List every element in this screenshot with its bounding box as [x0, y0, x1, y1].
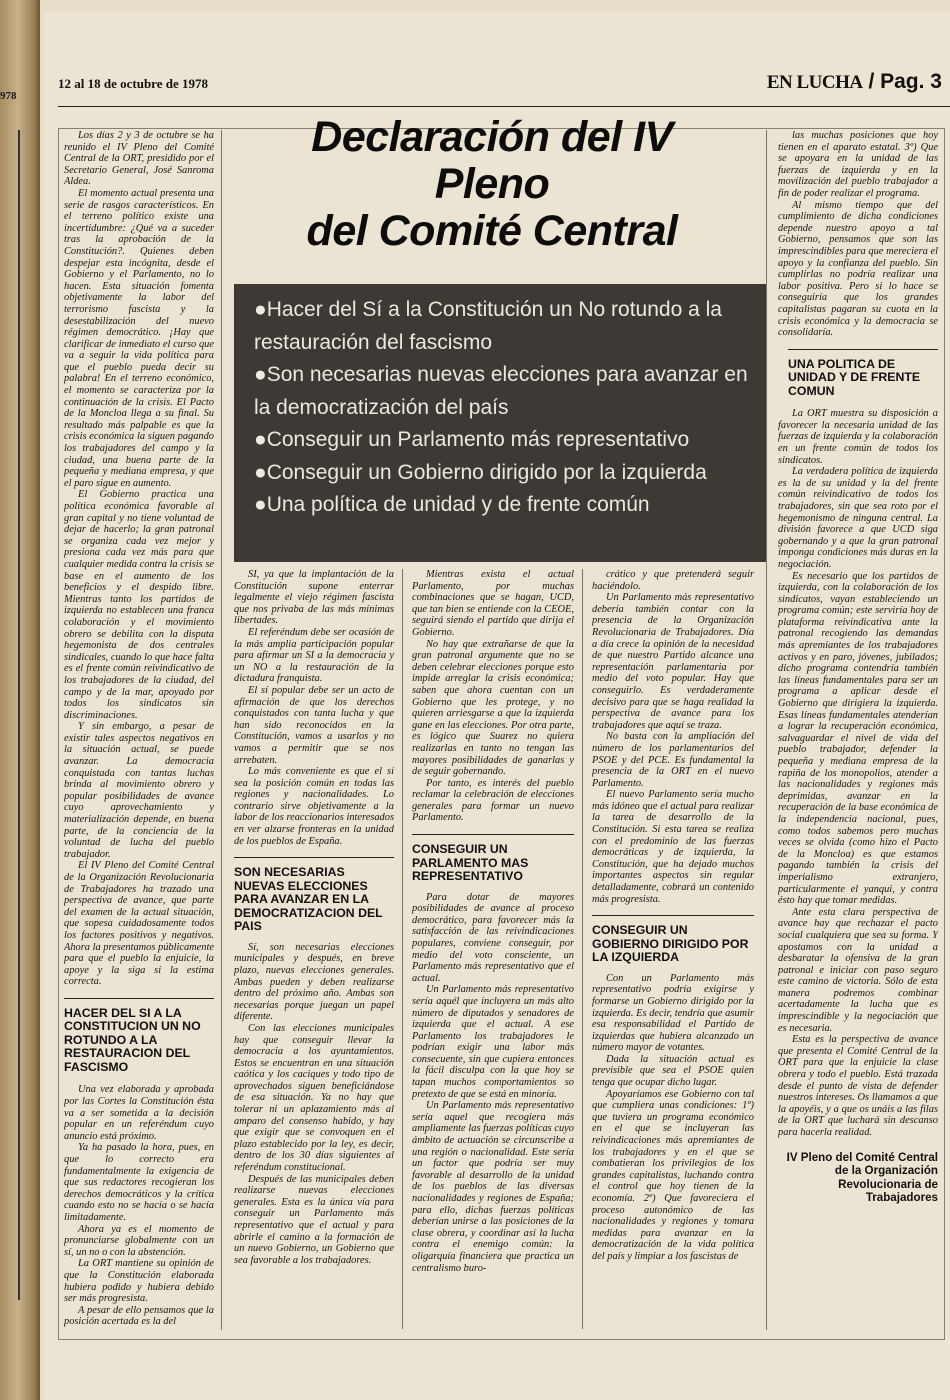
column-3 [412, 569, 574, 1329]
paragraph: A pesar de ello pensamos que la posición acertada es la del [64, 1304, 214, 1328]
slogan-text: Son necesarias nuevas elecciones para avanzar en la democratización del país [254, 363, 748, 419]
slogans-box [234, 284, 766, 562]
bullet-icon: ● [254, 363, 267, 386]
paragraph: Con las elecciones municipales hay que conseguir llevar la democracia a los ayuntamientos. Estos se encuentran en una situación caótica y los caciques y todo tipo de aprovechados siguen beneficiándose de esa situación. Ya no hay que tolerar ni un aplazamiento más al amparo del consenso habido, y hay que exigir que se convoquen en el plazo establecido por la ley, es decir, dentro de los 30 días siguientes al referéndum constitucional. [234, 1022, 394, 1174]
paragraph: Ante esta clara perspectiva de avance hay que rechazar el pacto social cualquiera que sea su forma. Y apostamos con la unidad a desbaratar la ofensiva de la gran patronal e iniciar con paso seguro este camino de victoria. Sólo de esta manera podremos combinar acertadamente la lucha que es imprescindible y la negociación que es necesaria. [778, 906, 938, 1034]
paragraph: Un Parlamento más representativo debería también contar con la presencia de la Organización Revolucionaria de Trabajadores. Día a día crece la opinión de la necesidad de que nuestro Partido alcance una representación parlamentaria por medio del voto popular. Hay que conseguirlo. Es verdaderamente decisivo para que se haga realidad la perspectiva de avance para los trabajadores que aquí se traza. [592, 592, 754, 731]
previous-page-edge [0, 0, 40, 1400]
paragraph: El Gobierno practica una política económica favorable al gran capital y no tiene voluntad de dejar de hacerlo; la gran patronal se organiza cada vez mejor y presiona cada vez más para que cualquier medida contra la crisis se base en el aumento de los beneficios y el despido libre. Mientras tanto los partidos de izquierda no establecen una franca colaboración y el movimiento obrero se debilita con la disputa hegemonista de dos centrales sindicales, cuando lo que hace falta es el frente común reivindicativo de los trabajadores de la ciudad, del campo y de la mar, apoyado por todos los sindicatos sin discriminaciones. [64, 489, 214, 721]
paragraph: Ahora ya es el momento de pronunciarse globalmente con un sí, un no o con la abstención. [64, 1223, 214, 1258]
slogan-item [254, 359, 750, 424]
paragraph: El referéndum debe ser ocasión de la más amplia participación popular para afirmar un SI a la democracia y un NO a la restauración de la dictadura franquista. [234, 626, 394, 685]
col1-intro [64, 130, 214, 988]
subhead-constitucion: HACER DEL SI A LA CONSTITUCION UN NO ROTUNDO A LA RESTAURACION DEL FASCISMO [64, 998, 214, 1075]
column-rule [582, 569, 583, 1329]
paragraph: Dada la situación actual es previsible que sea el PSOE quien tenga que ocupar dicho lugar. [592, 1053, 754, 1089]
paragraph: SI, ya que la implantación de la Constitución supone enterrar legalmente el viejo régimen fascista que nos privaba de las más mínimas libertades. [234, 569, 394, 627]
paragraph: No basta con la ampliación del número de los parlamentarios del PSOE y del PCE. Es fundamental la presencia de la ORT en el nuevo Parlamento. [592, 731, 754, 789]
paragraph: Con un Parlamento más representativo podría exigirse y formarse un Gobierno dirigido por la izquierda. Es decir, tendría que asumir esa responsabilidad el Partido de izquierdas que hubiera alcanzado un número mayor de votantes. [592, 972, 754, 1054]
paragraph: Una vez elaborada y aprobada por las Cortes la Constitución ésta va a ser sometida a la decisión popular en un referéndum cuyo anuncio está próximo. [64, 1084, 214, 1142]
paragraph: Sí, son necesarias elecciones municipales y después, en breve plazo, nuevas elecciones generales. Ambas pueden y deben realizarse dentro del próximo año. Ambas son necesarias porque juegan un papel diferente. [234, 941, 394, 1023]
paragraph: Después de las municipales deben realizarse nuevas elecciones generales. Esta es la única vía para conseguir un Parlamento más representativo que el actual y para abrirle el camino a la formación de un nuevo Gobierno, un Gobierno que sea favorable a los trabajadores. [234, 1173, 394, 1266]
slogan-item [254, 489, 750, 522]
paragraph: El sí popular debe ser un acto de afirmación de que los derechos conquistados con tanta lucha y que han sido reconocidos en la Constitución, vamos a usarlos y no vamos a permitir que se nos arrebaten. [234, 684, 394, 766]
paragraph: Ya ha pasado la hora, pues, en que lo correcto era fundamentalmente la exigencia de que sus redactores recogieran los derechos democráticos y la crítica cuando esto no se hacía o se hacía limitadamente. [64, 1142, 214, 1223]
headline-line: Declaración del IV [311, 113, 673, 161]
paragraph: Es necesario que los partidos de izquierda, con la colaboración de los sindicatos, vayan estableciendo un programa común; este serviría hoy de plataforma reivindicativa ante la patronal recogiendo las demandas más apremiantes de los trabajadores activos y en paro, jóvenes, jubilados; dicho programa contendría también las líneas fundamentales para ser un programa a aplicar desde el Gobierno que dirigiera la izquierda. Esas líneas fundamentales atenderían a lograr la recuperación económica, salvaguardar el nivel de vida del pueblo trabajador, defender la pequeña y mediana empresa de la rapiña de los monopolios, atender a las nacionalidades y regiones más deprimidas, avanzar en la recuperación de la base económica de la independencia nacional, pues, como todos sabemos pero muchas veces se olvida (como hizo el Pacto de la Moncloa) es que estamos pagando también la crisis del imperialismo extranjero, particularmente el yanqui, y contra ésto hay que tomar medidas. [778, 570, 938, 907]
bullet-icon: ● [254, 298, 267, 321]
slogan-text: Hacer del Sí a la Constitución un No rotundo a la restauración del fascismo [254, 298, 722, 354]
bullet-icon: ● [254, 428, 267, 451]
paragraph: crático y que pretenderá seguir haciéndolo. [592, 569, 754, 592]
signature-line: de la Organización [834, 1164, 938, 1178]
masthead-separator: / [868, 70, 875, 93]
paragraph: No hay que extrañarse de que la gran patronal argumente que no se deben celebrar elecciones porque esto impide arreglar la crisis económica; saben que ahora cuentan con un Gobierno que les protege, y no quieren arriesgarse a que la izquierda gane en las elecciones. Por otra parte, es lógico que Suarez no quiera realizarlas en tanto no tengan las mayores posibilidades de ganarlas y de seguir gobernando. [412, 638, 574, 778]
paper-name: EN LUCHA [766, 72, 863, 93]
signature-line: Revolucionaria de [838, 1177, 938, 1191]
subhead-unidad: UNA POLITICA DE UNIDAD Y DE FRENTE COMUN [788, 349, 938, 399]
slogan-text: Una política de unidad y de frente común [266, 493, 650, 516]
column-rule [221, 130, 222, 1330]
paragraph: La ORT muestra su disposición a favorecer la necesaria unidad de las fuerzas de izquierda y la colaboración en un frente común de todos los sindicatos. [778, 408, 938, 466]
slogan-item [254, 457, 750, 490]
paragraph: Para dotar de mayores posibilidades de avance al proceso democrático, para favorecer más la satisfacción de las reivindicaciones populares, conviene conseguir, por medio del voto consciente, un Parlamento más representativo que el actual. [412, 891, 574, 984]
column-1 [64, 130, 214, 1330]
slogan-text: Conseguir un Gobierno dirigido por la izquierda [266, 460, 707, 484]
signature [778, 1151, 938, 1205]
previous-page-column-rule [0, 130, 20, 1300]
headline [266, 114, 718, 255]
subhead-parlamento: CONSEGUIR UN PARLAMENTO MAS REPRESENTATIVO [412, 834, 574, 884]
paragraph: La ORT mantiene su opinión de que la Constitución elaborada hubiera podido y hubiera debido ser más progresista. [64, 1258, 214, 1305]
column-5 [778, 130, 938, 1330]
previous-page-date-fragment: 978 [0, 90, 17, 102]
paragraph: El momento actual presenta una serie de rasgos característicos. En el terreno político existe una incertidumbre: ¿Qué va a suceder tras la aprobación de la Constitución?. Quienes deben despejar esta incógnita, desde el Gobierno y el Parlamento, no lo hacen. Esta situación fomenta objetivamente la labor del terrorismo fascista y la desestabilización del nuevo régimen democrático. ¡Hay que clarificar de inmediato el curso que va a seguir la vida política para que el pueblo pueda decir su palabra! En el terreno económico, el momento se caracteriza por la continuación de la crisis. El Pacto de la Moncloa llega a su final. Su resultado más palpable es que la crisis económica la siguen pagando los trabajadores del campo y la ciudad, una buena parte de la pequeña y mediana empresa, y que el paro sigue en aumento. [64, 187, 214, 489]
paragraph: Un Parlamento más representativo sería aquél que incluyera un más alto número de diputados y senadores de izquierda que el actual. A ese Parlamento los trabajadores le podrían exigir una labor más consecuente, sin que cupiera entonces la fácil disculpa con la que hoy se tapan muchos comportamientos so pretexto de que se está en minoría. [412, 984, 574, 1100]
paragraph: La verdadera política de izquierda es la de su unidad y la del frente común reivindicativo de todos los trabajadores, sin que sea roto por el hegemonismo de ninguna central. La división favorece a que UCD siga gobernando y a que la gran patronal imponga condiciones más duras en la negociación. [778, 466, 938, 570]
signature-line: Trabajadores [865, 1191, 938, 1205]
paragraph: Lo más conveniente es que el sí sea la posición común en todas las regiones y nacionalidades. Lo contrario sirve objetivamente a la labor de los reaccionarios interesados en ver alzarse fronteras en la unidad de los pueblos de España. [234, 766, 394, 847]
paragraph: las muchas posiciones que hoy tienen en el aparato estatal. 3º) Que se apoyara en la unidad de las fuerzas de izquierda y en la movilización del pueblo trabajador a fin de poder realizar el programa. [778, 130, 938, 199]
column-4 [592, 569, 754, 1329]
column-rule [766, 130, 767, 1330]
newspaper-page [44, 12, 950, 1400]
page-number: Pag. 3 [880, 70, 942, 93]
paragraph: Esta es la perspectiva de avance que presenta el Comité Central de la ORT para que la enjuicie la clase obrera y todo el pueblo. Está trazada desde el punto de vista de defender nuestros intereses. Os llamamos a que la apoyéis, y a que os unáis a las filas de la ORT que luchará sin descanso para hacerla realidad. [778, 1034, 938, 1138]
slogan-item [254, 294, 750, 359]
paragraph: Apoyaríamos ese Gobierno con tal que cumpliera unas condiciones: 1º) que tuviera un programa económico en el que se incluyeran las reivindicaciones más apremiantes de los trabajadores y en el que se combatieran los privilegios de los grandes capitalistas, luchando contra el control que hoy tienen de la economía. 2º) Que favoreciera el proceso autonómico de las nacionalidades y regiones y tomara medidas para avanzar en la democratización de la vida política del país y limpiar a los fascistas de [592, 1088, 754, 1262]
column-rule [402, 569, 403, 1329]
slogan-item [254, 424, 750, 457]
paragraph: El IV Pleno del Comité Central de la Organización Revolucionaria de Trabajadores ha trazado una perspectiva de avance, que parte del examen de la actual situación, que sopesa cuidadosamente todos los factores positivos y negativos. Ahora la presentamos públicamente para que el pueblo la enjuicie, la apoye y la siga si la estima correcta. [64, 860, 214, 988]
masthead [767, 70, 942, 94]
headline-line: Pleno [434, 160, 550, 208]
subhead-gobierno: CONSEGUIR UN GOBIERNO DIRIGIDO POR LA IZQUIERDA [592, 915, 754, 965]
paragraph: Por tanto, es interés del pueblo reclamar la celebración de elecciones generales para formar un nuevo Parlamento. [412, 777, 574, 824]
paragraph: El nuevo Parlamento sería mucho más idóneo que el actual para realizar la tarea de desarrollo de la Constitución. Si esta tarea se realiza con el predominio de las fuerzas democráticas y de izquierda, la Constitución, que ha dejado muchos importantes aspectos sin regular detalladamente, cobrará un contenido más progresista. [592, 789, 754, 905]
headline-line: del Comité Central [306, 207, 678, 255]
column-2 [234, 569, 394, 1329]
issue-date: 12 al 18 de octubre de 1978 [58, 76, 208, 91]
bullet-icon: ● [254, 493, 267, 516]
paragraph: Mientras exista el actual Parlamento, por muchas combinaciones que se hagan, UCD, que tan bien se entiende con la CEOE, seguirá siendo el partido que dirija el Gobierno. [412, 569, 574, 638]
signature-line: IV Pleno del Comité Central [786, 1150, 938, 1164]
paragraph: Y sin embargo, a pesar de existir tales aspectos negativos en la situación actual, se puede avanzar. La democracia conquistada con tantas luchas brinda al movimiento obrero y popular posibilidades de avance cuyo aprovechamiento y materialización depende, en buena parte, de la conciencia de la voluntad de lucha del pueblo trabajador. [64, 721, 214, 860]
subhead-elecciones: SON NECESARIAS NUEVAS ELECCIONES PARA AVANZAR EN LA DEMOCRATIZACION DEL PAIS [234, 857, 394, 934]
col1-section [64, 1084, 214, 1327]
paragraph: Al mismo tiempo que del cumplimiento de dicha condiciones depende nuestro apoyo a tal Gobierno, pensamos que son las imprescindibles para que mereciera el apoyo y la confianza del pueblo. Sin cumplirlas no podría realizar una labor positiva. Pero si lo hace se conseguiría que los grandes capitalistas pagaran su cuota en la crisis económica y la democracia se consolidaría. [778, 199, 938, 339]
slogan-text: Conseguir un Parlamento más representativo [266, 428, 690, 451]
header-rule [58, 106, 950, 107]
paragraph: Un Parlamento más representativo sería aquel que recogiera más ampliamente las fuerzas políticas cuyo ámbito de actuación se circunscribe a una región o nacionalidad. Este sería un factor que podría ser muy favorable al desarrollo de la unidad de los pueblos de las diversas nacionalidades y regiones de España; para ello, dichas fuerzas políticas deberían unirse a las posiciones de la clase obrera, y coordinar así la lucha contra el enemigo común: la oligarquía financiera que practica un centralismo buro- [412, 1100, 574, 1274]
bullet-icon: ● [254, 460, 267, 484]
paragraph: Los días 2 y 3 de octubre se ha reunido el IV Pleno del Comité Central de la ORT, presidido por el Secretario General, José Sanroma Aldea. [64, 130, 214, 188]
